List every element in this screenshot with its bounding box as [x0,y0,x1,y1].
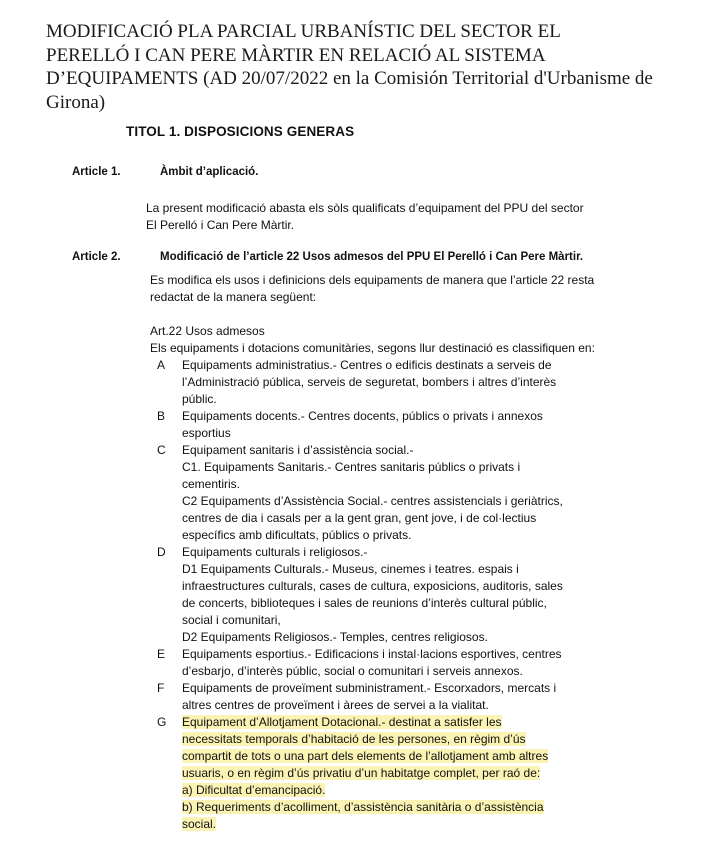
title-line: Girona) [46,91,106,113]
item-line: centres de dia i casals per a la gent gran, gent jove, i de col·lectius [182,511,537,525]
article-2-body [150,272,670,305]
item-line: específics amb dificultats, públics o privats. [182,528,412,542]
item-line: D2 Equipaments Religiosos.- Temples, centres religiosos. [182,630,488,644]
item-line: social i comunitari, [182,613,281,627]
highlighted-line: usuaris, o en règim d’ús privatiu d’un habitatge complet, per raó de: [182,766,541,780]
art22-intro: Els equipaments i dotacions comunitàries, segons llur destinació es classifiquen en: [150,341,595,355]
list-item-c [150,442,670,544]
article-2-number: Article 2. [72,251,121,263]
title-line: PERELLÓ I CAN PERE MÀRTIR EN RELACIÓ AL SISTEMA [46,44,546,66]
highlighted-line: a) Dificultat d’emancipació. [182,783,326,797]
item-line: Equipaments esportius.- Edificacions i instal·lacions esportives, centres [182,647,562,661]
article-1-body [146,200,666,233]
item-line: Equipaments de proveïment subministrament.- Escorxadors, mercats i [182,681,557,695]
item-letter: G [157,715,167,729]
item-line: públic. [182,392,217,406]
paragraph-line: La present modificació abasta els sòls qualificats d’equipament del PPU del sector [146,201,584,215]
item-line: Equipaments culturals i religiosos.- [182,545,368,559]
item-letter: A [157,358,166,372]
item-line: esportius [182,426,231,440]
title-line: D’EQUIPAMENTS (AD 20/07/2022 en la Comisión Territorial d'Urbanisme de [46,68,653,89]
list-item-e [150,646,670,680]
item-line: d’esbarjo, d’interès públic, social o comunitari i serveis annexos. [182,664,523,678]
highlighted-line: b) Requeriments d’acolliment, d’assistència sanitària o d’assistència [182,800,544,814]
paragraph-line: redactat de la manera següent: [150,289,317,304]
art22-section [150,323,670,833]
highlighted-line: Equipament d’Allotjament Dotacional.- destinat a satisfer les [182,715,502,729]
paragraph-line: El Perelló i Can Pere Màrtir. [146,217,295,232]
item-letter: D [157,545,166,559]
item-line: C1. Equipaments Sanitaris.- Centres sanitaris públics o privats i [182,460,521,474]
section-heading: TITOL 1. DISPOSICIONS GENERAS [126,124,355,139]
item-line: Equipament sanitaris i d’assistència social.- [182,443,414,457]
item-line: altres centres de proveïment i àrees de servei a la vialitat. [182,698,489,712]
list-item-b [150,408,670,442]
document-title [46,20,696,114]
item-line: l’Administració pública, serveis de seguretat, bombers i altres d’interès [182,375,557,389]
highlighted-line: social. [182,817,217,831]
list-item-g [150,714,670,833]
item-letter: F [157,681,165,695]
title-line: MODIFICACIÓ PLA PARCIAL URBANÍSTIC DEL SECTOR EL [46,21,561,42]
list-item-d [150,544,670,646]
item-line: cementiris. [182,477,241,491]
item-line: de concerts, biblioteques i sales de reunions d’interès cultural públic, [182,596,547,610]
item-line: Equipaments administratius.- Centres o edificis destinats a serveis de [182,358,552,372]
highlighted-line: compartit de tots o una part dels elements de l’allotjament amb altres [182,749,549,763]
art22-heading: Art.22 Usos admesos [150,324,265,338]
list-item-f [150,680,670,714]
item-line: infraestructures culturals, cases de cultura, exposicions, auditoris, sales [182,579,563,593]
article-1-number: Article 1. [72,166,121,178]
item-letter: E [157,647,166,661]
list-item-a [150,357,670,408]
item-line: C2 Equipaments d’Assistència Social.- centres assistencials i geriàtrics, [182,494,563,508]
article-2-title: Modificació de l’article 22 Usos admesos del PPU El Perelló i Can Pere Màrtir. [160,251,584,263]
item-letter: C [157,443,166,457]
paragraph-line: Es modifica els usos i definicions dels equipaments de manera que l’article 22 resta [150,273,595,287]
item-line: Equipaments docents.- Centres docents, públics o privats i annexos [182,409,543,423]
highlighted-line: necessitats temporals d’habitació de les persones, en règim d’ús [182,732,526,746]
item-line: D1 Equipaments Culturals.- Museus, cinemes i teatres. espais i [182,562,519,576]
item-letter: B [157,409,166,423]
article-1-title: Àmbit d’aplicació. [160,166,259,178]
